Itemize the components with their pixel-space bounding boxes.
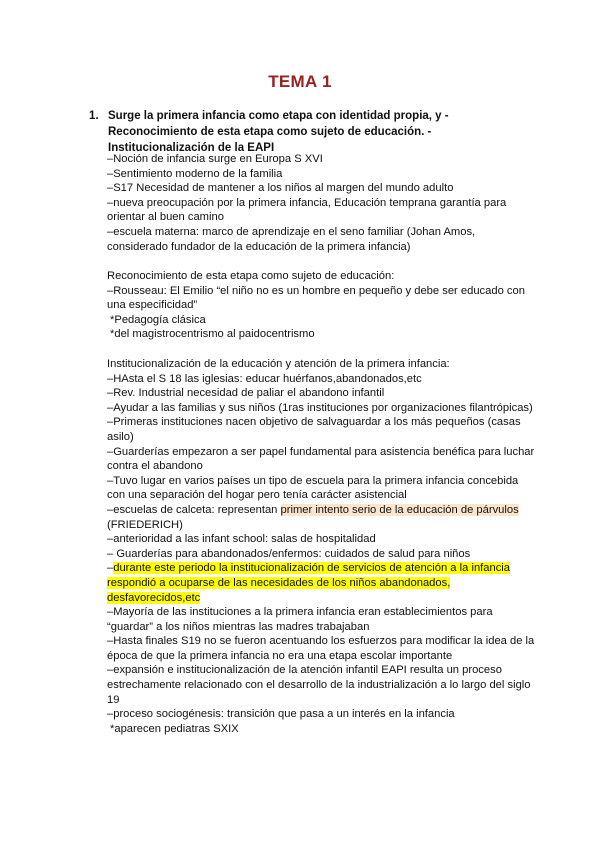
text-line: *Pedagogía clásica [110, 313, 206, 326]
highlighted-text: durante este periodo la institucionalización de servicios de atención a la infancia respondió a ocuparse de las necesidades de los niños abandonados, desfavorecidos,etc [107, 562, 511, 604]
text-line: –Tuvo lugar en varios países un tipo de escuela para la primera infancia concebida con una separación del hogar pero tenía carácter asistencial [107, 474, 519, 502]
text-line: *aparecen pediatras SXIX [110, 722, 239, 735]
text-fragment: (FRIEDERICH) [107, 518, 183, 531]
section-recognition [107, 269, 537, 342]
text-line: –HAsta el S 18 las iglesias: educar huérfanos,abandonados,etc [107, 372, 422, 385]
text-line: –nueva preocupación por la primera infancia, Educación temprana garantía para orientar al buen camino [107, 196, 507, 224]
text-line: –proceso sociogénesis: transición que pasa a un interés en la infancia [107, 708, 455, 721]
page-title: TEMA 1 [268, 72, 332, 91]
section-heading [89, 108, 528, 156]
text-line: –Guarderías empezaron a ser papel fundamental para asistencia benéfica para luchar contra el abandono [107, 445, 535, 473]
heading-text: Surge la primera infancia como etapa con identidad propia, y - Reconocimiento de esta etapa como sujeto de educación. - Institucionalización de la EAPI [108, 110, 449, 154]
paragraph-heading: Reconocimiento de esta etapa como sujeto de educación: [107, 270, 395, 282]
text-line: –S17 Necesidad de mantener a los niños al margen del mundo adulto [107, 182, 454, 195]
text-line: –escuela materna: marco de aprendizaje en el seno familiar (Johan Amos, considerado fundador de la educación de la primera infancia) [107, 225, 476, 253]
text-line: –Rousseau: El Emilio “el niño no es un hombre en pequeño y debe ser educado con una especificidad” [107, 284, 525, 312]
text-line: –Ayudar a las familias y sus niños (1ras instituciones por organizaciones filantrópicas) [107, 401, 533, 414]
text-fragment: –escuelas de calceta: representan [107, 503, 281, 516]
text-line: –Primeras instituciones nacen objetivo de salvaguardar a los más pequeños (casas asilo) [107, 416, 521, 443]
text-line-calceta [107, 503, 537, 532]
highlighted-text: primer intento serio de la educación de párvulos [280, 503, 519, 516]
text-line: –Rev. Industrial necesidad de paliar el abandono infantil [107, 387, 385, 400]
heading-number: 1. [89, 110, 99, 122]
text-line: –Mayoría de las instituciones a la primera infancia eran establecimientos para “guardar” a los niños mientras las madres trabajaban [107, 606, 493, 633]
section-institutionalization [107, 357, 537, 736]
text-fragment: – [107, 562, 114, 575]
text-line: –Hasta finales S19 no se fueron acentuando los esfuerzos para modificar la idea de la época de que la primera infancia no era una etapa escolar importante [107, 635, 535, 662]
section-origin [107, 152, 537, 254]
text-line: –expansión e institucionalización de la atención infantil EAPI resulta un proceso estrechamente relacionado con el desarrollo de la industrialización a lo largo del siglo 19 [107, 664, 531, 706]
text-line: – Guarderías para abandonados/enfermos: cuidados de salud para niños [107, 547, 471, 560]
text-line: *del magistrocentrismo al paidocentrismo [110, 328, 315, 341]
text-line: –Noción de infancia surge en Europa S XVI [107, 153, 323, 165]
paragraph-heading: Institucionalización de la educación y atención de la primera infancia: [107, 358, 450, 370]
text-line: –anterioridad a las infant school: salas de hospitalidad [107, 533, 376, 546]
text-line: –Sentimiento moderno de la familia [107, 167, 283, 180]
text-line-durante [107, 561, 537, 605]
